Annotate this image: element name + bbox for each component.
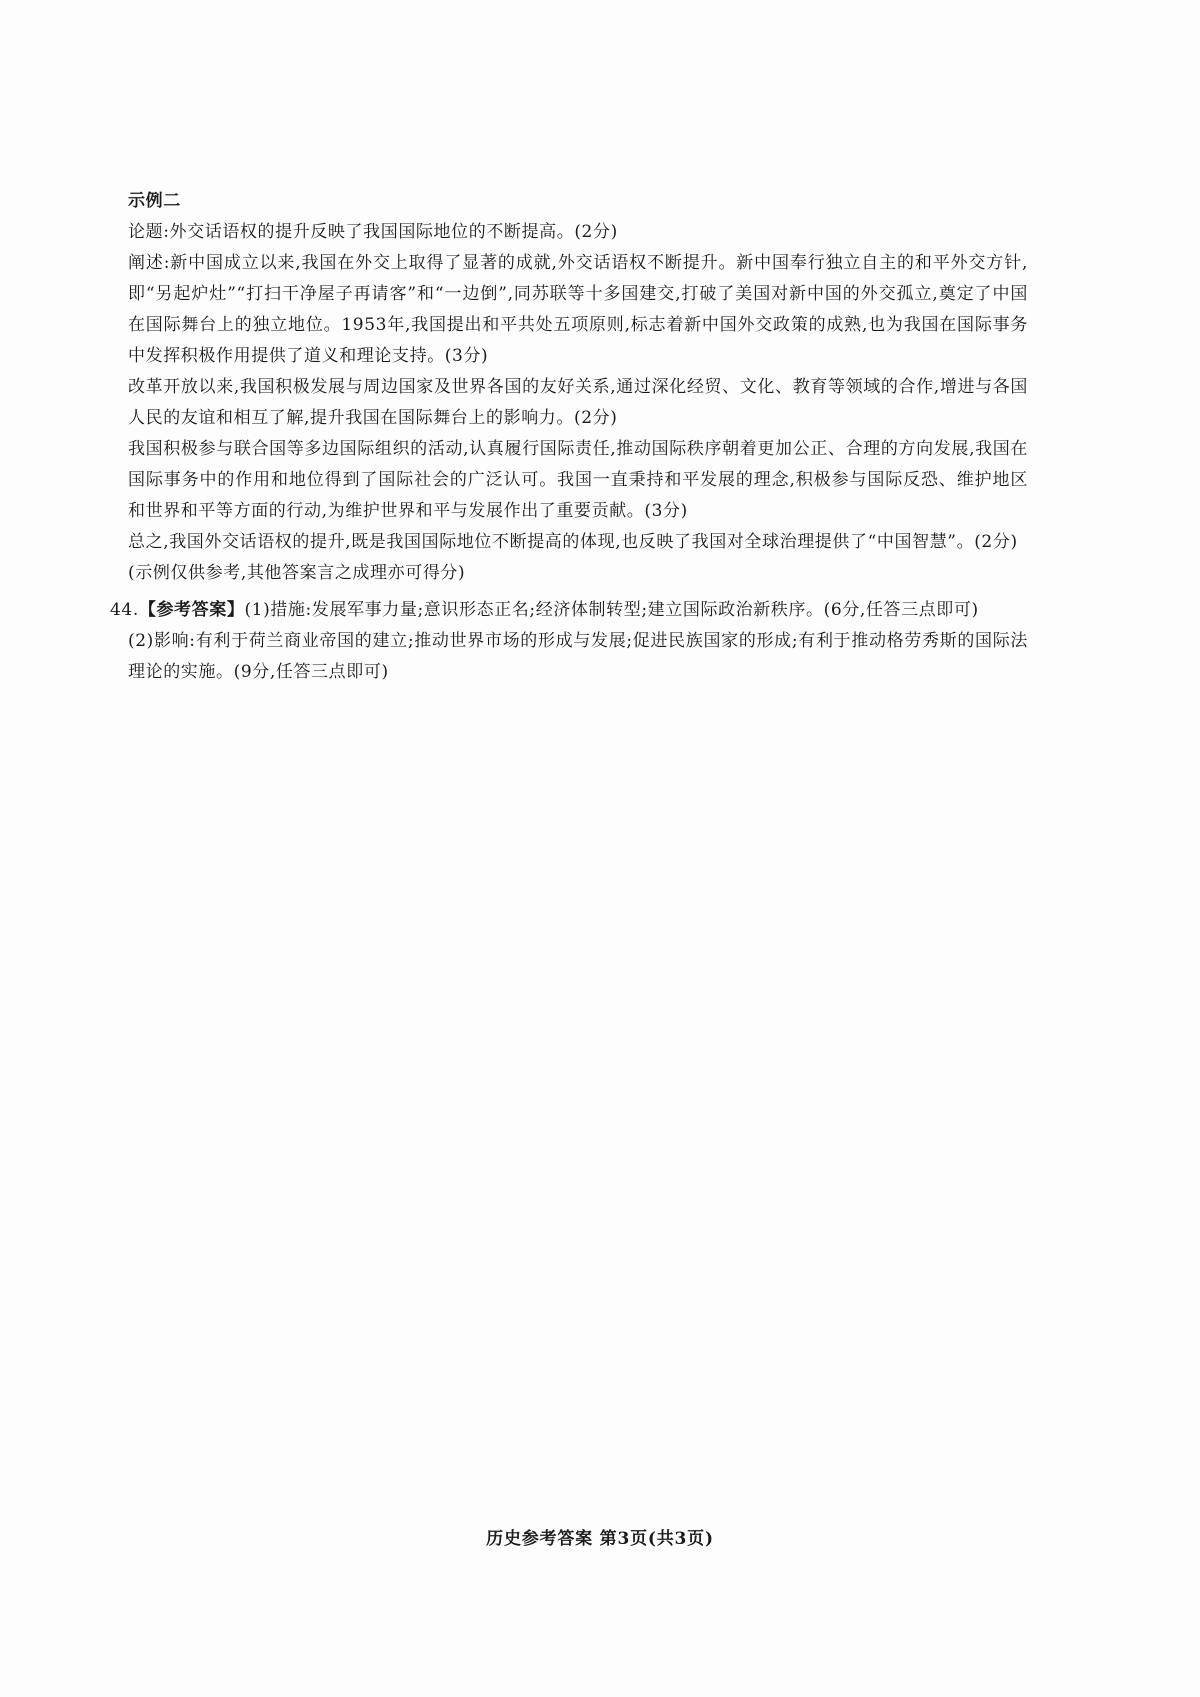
example-heading: 示例二 [128, 191, 181, 211]
question-44-block [110, 595, 1028, 688]
elaboration-paragraph-1: 阐述:新中国成立以来,我国在外交上取得了显著的成就,外交话语权不断提升。新中国奉行独立自主的和平外交方针,即“另起炉灶”“打扫干净屋子再请客”和“一边倒”,同苏联等十多国建交,打破了美国对新中国的外交孤立,奠定了中国在国际舞台上的独立地位。1953年,我国提出和平共处五项原则,标志着新中国外交政策的成熟,也为我国在国际事务中发挥积极作用提供了道义和理论支持。(3分) [128, 253, 1028, 366]
question-44-part-2: (2)影响:有利于荷兰商业帝国的建立;推动世界市场的形成与发展;促进民族国家的形成;有利于推动格劳秀斯的国际法理论的实施。(9分,任答三点即可) [128, 631, 1028, 682]
answer-content [110, 186, 1028, 688]
page-footer: 历史参考答案 第3页(共3页) [486, 1529, 714, 1549]
elaboration-paragraph-2: 改革开放以来,我国积极发展与周边国家及世界各国的友好关系,通过深化经贸、文化、教育等领域的合作,增进与各国人民的友谊和相互了解,提升我国在国际舞台上的影响力。(2分) [128, 377, 1028, 428]
grading-note: (示例仅供参考,其他答案言之成理亦可得分) [128, 563, 466, 583]
thesis-line: 论题:外交话语权的提升反映了我国国际地位的不断提高。(2分) [128, 222, 618, 242]
elaboration-paragraph-3: 我国积极参与联合国等多边国际组织的活动,认真履行国际责任,推动国际秩序朝着更加公正、合理的方向发展,我国在国际事务中的作用和地位得到了国际社会的广泛认可。我国一直秉持和平发展的理念,积极参与国际反恐、维护地区和世界和平等方面的行动,为维护世界和平与发展作出了重要贡献。(3分) [128, 439, 1028, 521]
question-44-part-1 [110, 595, 1028, 626]
reference-answer-tag: 【参考答案】 [138, 600, 245, 620]
conclusion-paragraph: 总之,我国外交话语权的提升,既是我国国际地位不断提高的体现,也反映了我国对全球治理提供了“中国智慧”。(2分) [128, 532, 1018, 552]
question-44-part-1-text: (1)措施:发展军事力量;意识形态正名;经济体制转型;建立国际政治新秩序。(6分,任答三点即可) [244, 600, 979, 620]
question-number: 44. [110, 600, 139, 620]
